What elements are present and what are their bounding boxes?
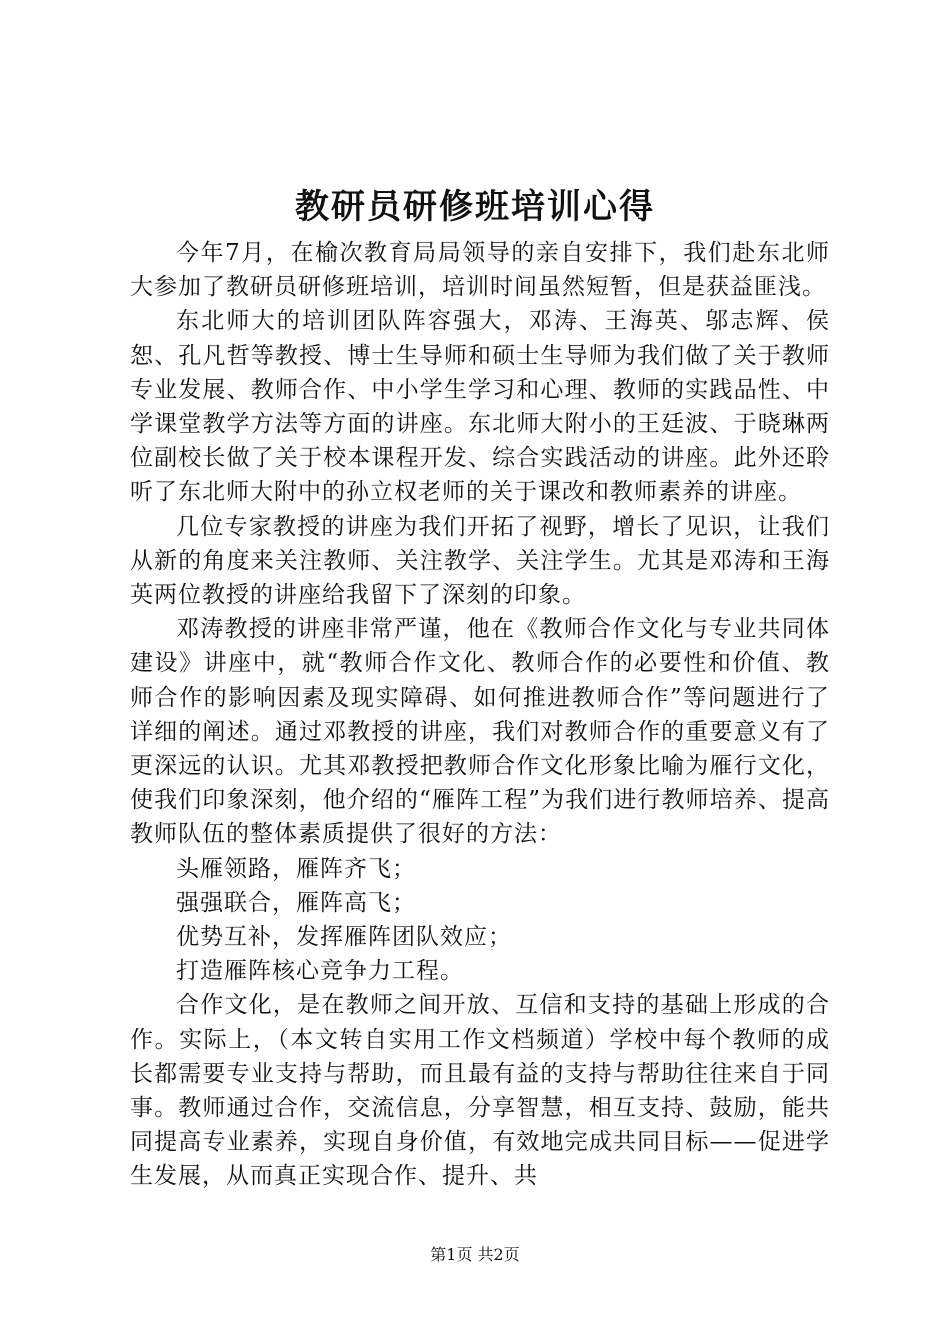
list-line: 优势互补，发挥雁阵团队效应； — [176, 924, 512, 951]
document-title: 教研员研修班培训心得 — [295, 187, 655, 227]
page-footer: 第1页 共2页 — [430, 1245, 520, 1264]
document-body — [130, 236, 830, 1194]
list-line: 头雁领路，雁阵齐飞； — [176, 855, 416, 882]
paragraph: 今年7月，在榆次教育局局领导的亲自安排下，我们赴东北师大参加了教研员研修班培训，培训时间虽然短暂，但是获益匪浅。 — [130, 240, 830, 301]
list-line: 强强联合，雁阵高飞； — [176, 889, 416, 916]
paragraph: 几位专家教授的讲座为我们开拓了视野，增长了见识，让我们从新的角度来关注教师、关注教学、关注学生。尤其是邓涛和王海英两位教授的讲座给我留下了深刻的印象。 — [130, 513, 830, 609]
paragraph: 合作文化，是在教师之间开放、互信和支持的基础上形成的合作。实际上，（本文转自实用工作文档频道）学校中每个教师的成长都需要专业支持与帮助，而且最有益的支持与帮助往往来自于同事。教师通过合作，交流信息，分享智慧，相互支持、鼓励，能共同提高专业素养，实现自身价值，有效地完成共同目标——促进学生发展，从而真正实现合作、提升、共 — [130, 992, 830, 1190]
paragraph: 邓涛教授的讲座非常严谨，他在《教师合作文化与专业共同体建设》讲座中，就“教师合作文化、教师合作的必要性和价值、教师合作的影响因素及现实障碍、如何推进教师合作”等问题进行了详细的阐述。通过邓教授的讲座，我们对教师合作的重要意义有了更深远的认识。尤其邓教授把教师合作文化形象比喻为雁行文化，使我们印象深刻，他介绍的“雁阵工程”为我们进行教师培养、提高教师队伍的整体素质提供了很好的方法： — [130, 616, 830, 848]
list-line: 打造雁阵核心竞争力工程。 — [176, 958, 464, 985]
paragraph: 东北师大的培训团队阵容强大，邓涛、王海英、邬志辉、侯恕、孔凡哲等教授、博士生导师和硕士生导师为我们做了关于教师专业发展、教师合作、中小学生学习和心理、教师的实践品性、中学课堂教学方法等方面的讲座。东北师大附小的王廷波、于晓琳两位副校长做了关于校本课程开发、综合实践活动的讲座。此外还聆听了东北师大附中的孙立权老师的关于课改和教师素养的讲座。 — [130, 308, 830, 506]
